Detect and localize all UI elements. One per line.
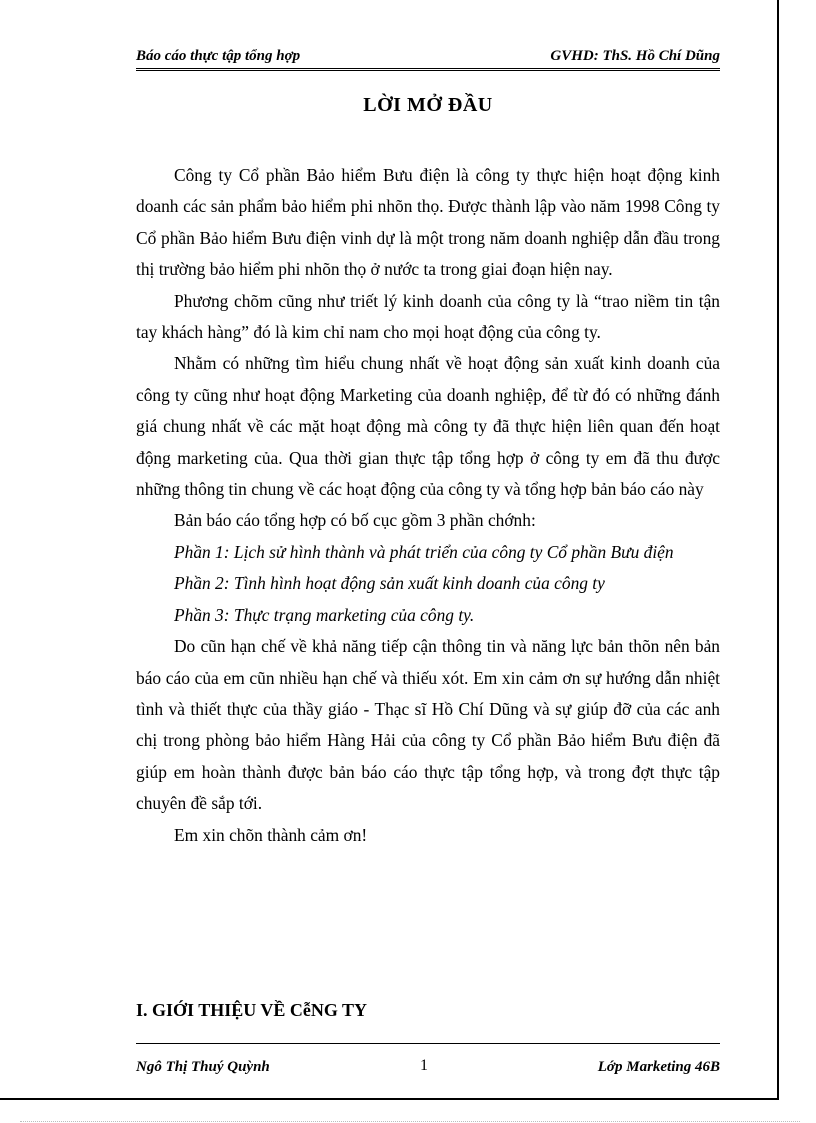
section-heading: I. GIỚI THIỆU VỀ CễNG TY [136, 1000, 368, 1020]
part-item: Phần 2: Tình hình hoạt động sản xuất kinh doanh của công ty [174, 573, 605, 594]
footer-class: Lớp Marketing 46B [597, 1059, 720, 1075]
paragraph: Nhằm có những tìm hiểu chung nhất về hoạt động sản xuất kinh doanh của công ty cũng như hoạt động Marketing của doanh nghiệp, để từ đó có những đánh giá chung nhất về các mặt hoạt động mà công ty đã thực hiện liên quan đến hoạt động marketing của. Qua thời gian thực tập tổng hợp ở công ty em đã thu được những thông tin chung về các hoạt động của công ty và tổng hợp bản báo cáo này [136, 353, 720, 500]
paragraph: Công ty Cổ phần Bảo hiểm Bưu điện là công ty thực hiện hoạt động kinh doanh các sản phẩm bảo hiểm phi nhõn thọ. Được thành lập vào năm 1998 Công ty Cổ phần Bảo hiểm Bưu điện vinh dự là một trong năm doanh nghiệp dẫn đầu trong thị trường bảo hiểm phi nhõn thọ ở nước ta trong giai đoạn hiện nay. [136, 165, 720, 280]
footer-rule [136, 1043, 720, 1045]
header-supervisor: GVHD: ThS. Hồ Chí Dũng [550, 48, 720, 64]
header-report-title: Báo cáo thực tập tổng hợp [136, 48, 301, 64]
page-border-right [777, 0, 779, 1100]
part-item: Phần 1: Lịch sử hình thành và phát triển của công ty Cổ phần Bưu điện [174, 541, 674, 562]
paragraph: Em xin chõn thành cảm ơn! [174, 824, 368, 845]
paragraph: Do cũn hạn chế về khả năng tiếp cận thông tin và năng lực bản thõn nên bản báo cáo của em cũn nhiều hạn chế và thiếu xót. Em xin cảm ơn sự hướng dẫn nhiệt tình và thiết thực của thầy giáo - Thạc sĩ Hồ Chí Dũng và sự giúp đỡ của các anh chị trong phòng bảo hiểm Hàng Hải của công ty Cổ phần Bảo hiểm Bưu điện đã giúp em hoàn thành được bản báo cáo thực tập tổng hợp, và trong đợt thực tập chuyên đề sắp tới. [136, 636, 720, 814]
document-body [136, 160, 720, 851]
footer-author: Ngô Thị Thuý Quỳnh [136, 1059, 270, 1075]
page-border-bottom [0, 1098, 779, 1100]
page-title: LỜI MỞ ĐẦU [363, 94, 493, 116]
page-header [136, 46, 720, 71]
page-number: 1 [420, 1057, 428, 1074]
paragraph: Phương chõm cũng như triết lý kinh doanh của công ty là “trao niềm tin tận tay khách hàng” đó là kim chỉ nam cho mọi hoạt động của công ty. [136, 290, 720, 343]
paragraph: Bản báo cáo tổng hợp có bố cục gồm 3 phần chớnh: [174, 510, 536, 531]
page-footer [136, 1057, 720, 1079]
part-item: Phần 3: Thực trạng marketing của công ty. [174, 604, 475, 625]
